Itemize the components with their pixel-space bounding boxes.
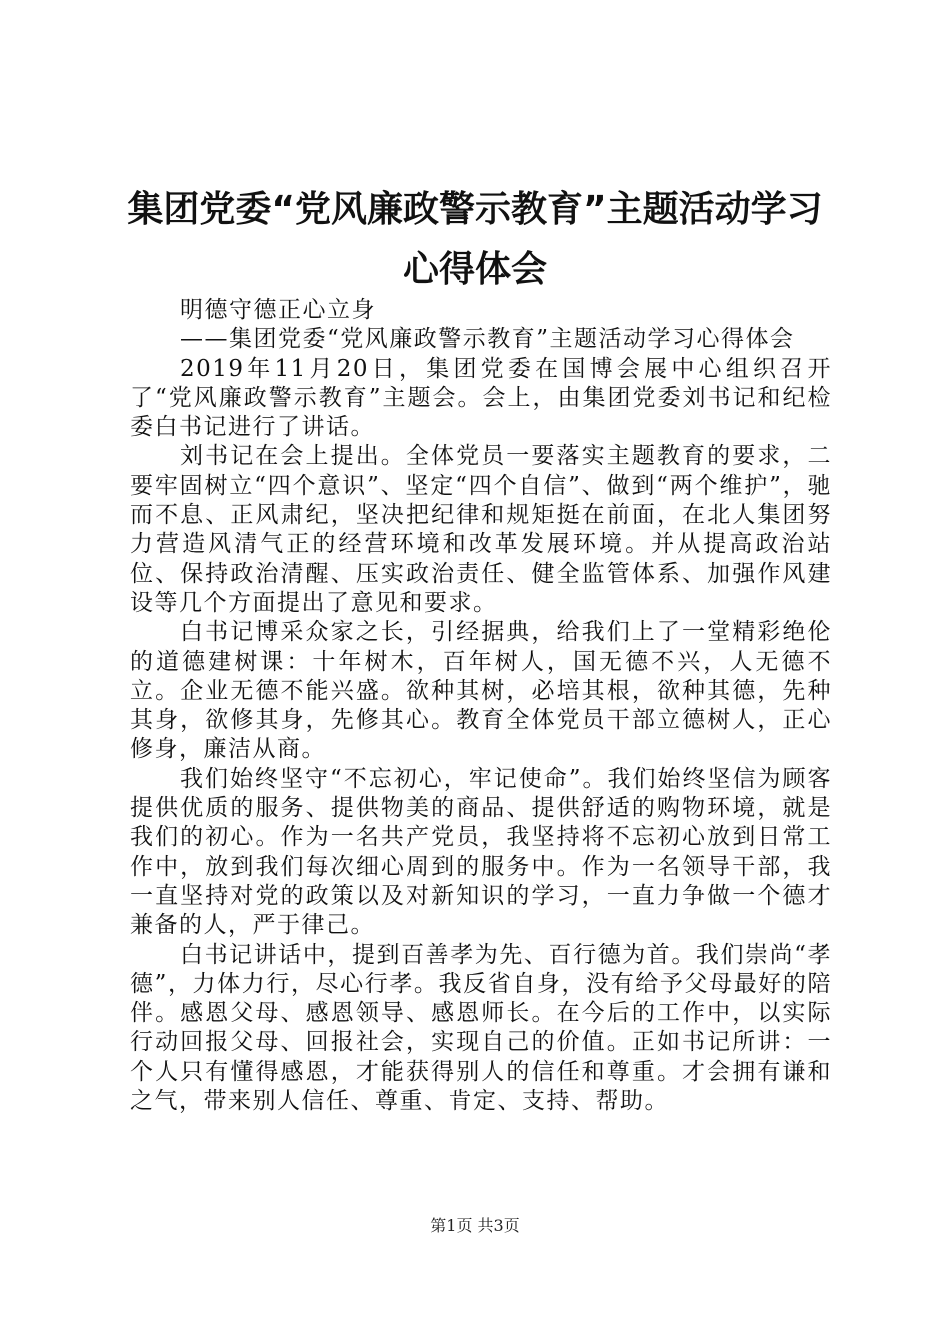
document-body [130, 296, 832, 1116]
paragraph-4: 我们始终坚守“不忘初心，牢记使命”。我们始终坚信为顾客提供优质的服务、提供物美的商品、提供舒适的购物环境，就是我们的初心。作为一名共产党员，我坚持将不忘初心放到日常工作中，放到我们每次细心周到的服务中。作为一名领导干部，我一直坚持对党的政策以及对新知识的学习，一直力争做一个德才兼备的人，严于律己。 [130, 765, 832, 939]
paragraph-1: 2019年11月20日，集团党委在国博会展中心组织召开了“党风廉政警示教育”主题会。会上，由集团党委刘书记和纪检委白书记进行了讲话。 [130, 355, 832, 441]
page-number-label: 第1页 共3页 [430, 1216, 520, 1235]
paragraph-3: 白书记博采众家之长，引经据典，给我们上了一堂精彩绝伦的道德建树课：十年树木，百年树人，国无德不兴，人无德不立。企业无德不能兴盛。欲种其树，必培其根，欲种其德，先种其身，欲修其身，先修其心。教育全体党员干部立德树人，正心修身，廉洁从商。 [130, 619, 832, 763]
subtitle: 明德守德正心立身 [180, 297, 376, 323]
page-footer [0, 1216, 950, 1236]
subtitle-dash-line: ——集团党委“党风廉政警示教育”主题活动学习心得体会 [180, 326, 795, 353]
paragraph-2: 刘书记在会上提出。全体党员一要落实主题教育的要求，二要牢固树立“四个意识”、坚定“四个自信”、做到“两个维护”，驰而不息、正风肃纪，坚决把纪律和规矩挺在前面，在北人集团努力营造风清气正的经营环境和改革发展环境。并从提高政治站位、保持政治清醒、压实政治责任、健全监管体系、加强作风建设等几个方面提出了意见和要求。 [130, 443, 832, 616]
title-line-1: 集团党委“党风廉政警示教育”主题活动学习 [127, 189, 823, 230]
title-line-2: 心得体会 [402, 249, 547, 290]
paragraph-5: 白书记讲话中，提到百善孝为先、百行德为首。我们崇尚“孝德”，力体力行，尽心行孝。我反省自身，没有给予父母最好的陪伴。感恩父母、感恩领导、感恩师长。在今后的工作中，以实际行动回报父母、回报社会，实现自己的价值。正如书记所讲：一个人只有懂得感恩，才能获得别人的信任和尊重。才会拥有谦和之气，带来别人信任、尊重、肯定、支持、帮助。 [130, 941, 832, 1115]
document-title [110, 182, 840, 298]
